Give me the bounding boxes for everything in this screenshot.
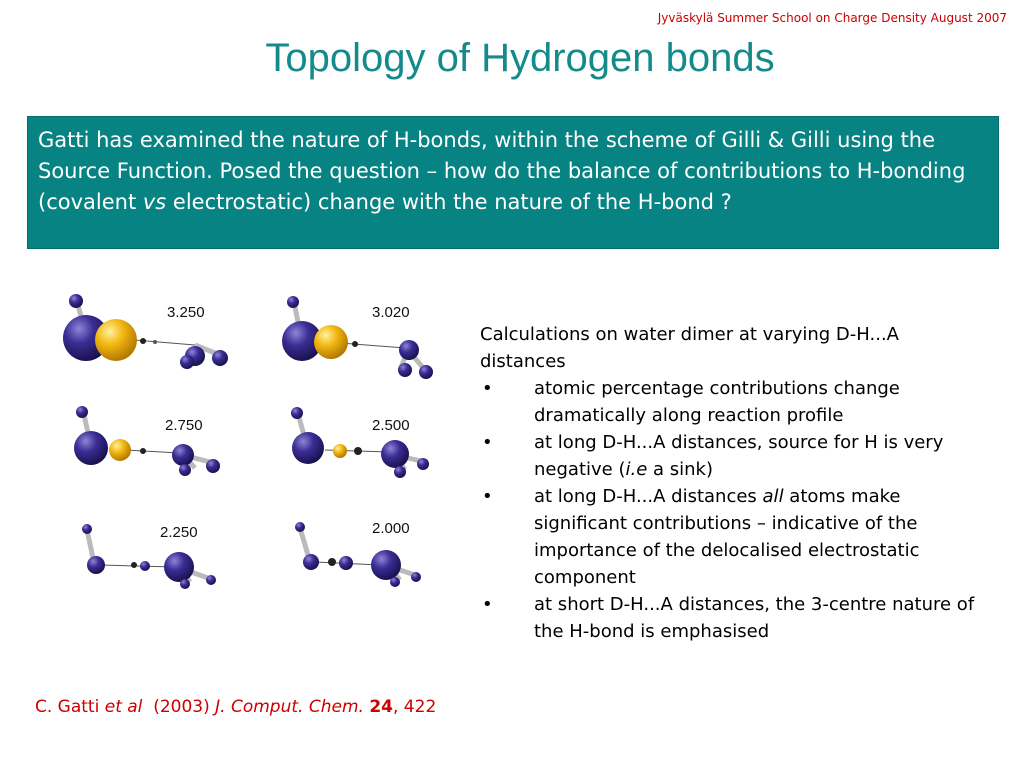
bullet-text: at short D-H...A distances, the 3-centre nature of the H-bond is emphasised	[534, 594, 975, 642]
distance-label-2: 3.020	[372, 304, 410, 321]
water-dimer-figures	[50, 290, 450, 595]
citation-volume: 24	[369, 697, 393, 717]
bullet-item-3	[480, 483, 990, 591]
distance-label-4: 2.500	[372, 417, 410, 434]
intro-text-part1: Gatti has examined the nature of H-bonds, within the scheme of Gilli & Gilli using the Source Function. Posed the question – how do the balance of contributions to H-bonding (covalent	[38, 128, 966, 214]
distance-label-1: 3.250	[167, 304, 205, 321]
molecule-4	[291, 407, 429, 478]
page-title: Topology of Hydrogen bonds	[265, 36, 775, 80]
molecule-3	[74, 406, 220, 476]
intro-box	[27, 116, 999, 249]
bullet-text	[534, 483, 990, 591]
distance-label-6: 2.000	[372, 520, 410, 537]
bullet-lead: Calculations on water dimer at varying D-H...A distances	[480, 324, 899, 372]
intro-text-part2: electrostatic) change with the nature of the H-bond ?	[166, 190, 732, 214]
bullet-text-emph: i.e	[625, 459, 648, 480]
bullet-text-emph: all	[762, 486, 784, 507]
molecule-5	[82, 524, 216, 589]
bullet-text	[534, 429, 990, 483]
water-dimer-svg	[50, 290, 450, 595]
citation	[35, 697, 436, 717]
molecule-6	[295, 520, 421, 587]
bullet-text: atomic percentage contributions change dramatically along reaction profile	[534, 378, 900, 426]
distance-label-3: 2.750	[165, 417, 203, 434]
bullet-item-2	[480, 429, 990, 483]
intro-text-emph: vs	[142, 190, 167, 214]
bullet-text-post: atoms make significant contributions – indicative of the importance of the delocalised electrostatic component	[534, 486, 920, 588]
bullet-mark: •	[482, 486, 493, 507]
bullet-mark: •	[482, 432, 493, 453]
molecule-1	[63, 294, 228, 369]
bullet-text-pre: at long D-H...A distances	[534, 486, 763, 507]
molecule-2	[282, 296, 433, 379]
bullet-item-4	[480, 591, 990, 645]
citation-author: C. Gatti	[35, 697, 105, 717]
bullet-item-1	[480, 375, 990, 429]
bullet-text-pre: at long D-H...A distances, source for H is very negative (	[534, 432, 944, 480]
bullet-list	[480, 321, 990, 645]
bullet-mark: •	[482, 594, 493, 615]
citation-pages: , 422	[393, 697, 437, 717]
citation-journal: J. Comput. Chem.	[215, 697, 364, 717]
bullet-text-post: a sink)	[647, 459, 713, 480]
citation-year: (2003)	[142, 697, 216, 717]
header-note: Jyväskylä Summer School on Charge Density August 2007	[657, 11, 1007, 25]
bullet-mark: •	[482, 378, 493, 399]
citation-etal: et al	[104, 697, 143, 717]
distance-label-5: 2.250	[160, 524, 198, 541]
